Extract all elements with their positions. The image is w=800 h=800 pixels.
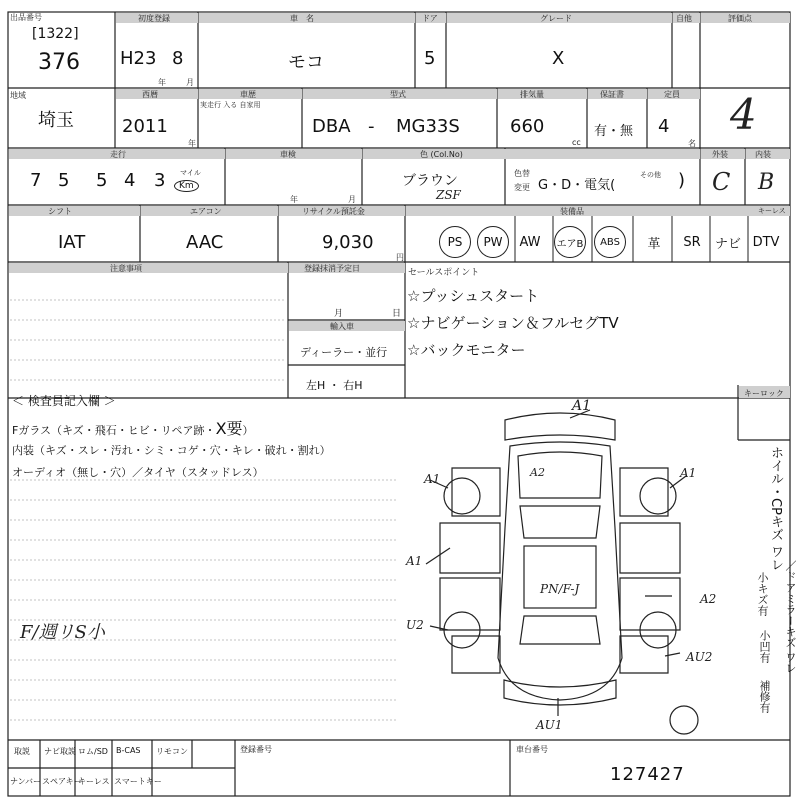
region-label: 地域 bbox=[10, 91, 26, 100]
change-label: 変更 bbox=[514, 183, 530, 192]
recycle-label: リサイクル預託金 bbox=[302, 207, 365, 216]
color-change-label: 色替 bbox=[514, 169, 530, 178]
registration-year: H23 bbox=[120, 48, 157, 69]
registration-number-label: 登録番号 bbox=[240, 745, 272, 754]
rear-bumper-shape bbox=[504, 680, 616, 705]
diagram-mark-right-rear: AU2 bbox=[686, 650, 713, 664]
displacement-unit: cc bbox=[572, 138, 581, 147]
diagram-mark-left-rear: U2 bbox=[406, 618, 424, 632]
inspector-line-2: 内装（キズ・スレ・汚れ・シミ・コゲ・穴・キレ・破れ・割れ） bbox=[12, 444, 331, 457]
grade-value: X bbox=[552, 48, 565, 69]
due-day-unit: 日 bbox=[392, 309, 402, 319]
inspector-line-1-mark: X要 bbox=[215, 419, 243, 438]
handle-side: 左H ・ 右H bbox=[306, 379, 363, 392]
left-rear-door-shape bbox=[440, 578, 500, 630]
type-label: 型式 bbox=[390, 90, 406, 99]
inspector-line-1 bbox=[12, 416, 254, 439]
evaluation-score: 4 bbox=[730, 90, 757, 139]
diagram-mark-rear: AU1 bbox=[536, 718, 563, 732]
roof-shape bbox=[524, 546, 596, 608]
shift-value: IAT bbox=[58, 232, 86, 253]
inspector-line-1-text: Fガラス（キズ・飛石・ヒビ・リペア跡・ bbox=[12, 424, 216, 437]
side-note-wheel: ホイル・CPキズ ワレ bbox=[768, 446, 783, 572]
rear-glass-shape bbox=[520, 616, 600, 644]
mileage-unit-mile: マイル bbox=[180, 169, 201, 177]
equipment-item-8 bbox=[748, 224, 784, 260]
bottom-item-manual: 取説 bbox=[14, 747, 30, 756]
recycle-unit: 円 bbox=[396, 253, 404, 262]
equipment-item-1 bbox=[475, 224, 511, 260]
exterior-grade: C bbox=[712, 168, 731, 196]
displacement-label: 排気量 bbox=[520, 90, 544, 99]
dealer-parallel: ディーラー・並行 bbox=[300, 346, 388, 359]
chassis-number-label: 車台番号 bbox=[516, 745, 548, 754]
capacity-value: 4 bbox=[658, 116, 670, 137]
lot-label: 出品番号 bbox=[10, 13, 42, 22]
history-label: 車歴 bbox=[240, 90, 256, 99]
inspection-label: 車検 bbox=[280, 150, 296, 159]
equipment-label: PS bbox=[439, 226, 471, 258]
equipment-label: AW bbox=[519, 234, 541, 250]
diagram-mark-hood: A2 bbox=[530, 466, 545, 479]
exterior-label: 外装 bbox=[712, 150, 728, 159]
equipment-item-3 bbox=[552, 224, 588, 260]
registration-month: 8 bbox=[172, 48, 184, 69]
bottom-item-keyless: キーレス bbox=[78, 777, 110, 786]
mileage-unit-km: Km bbox=[174, 180, 199, 192]
equipment-label: 革 bbox=[647, 236, 661, 252]
side-note-small-dent: 小凹有 bbox=[758, 630, 771, 663]
side-note-mirror: ／ドアミラーキズ ワレ bbox=[784, 560, 797, 674]
color-code: ZSF bbox=[436, 188, 461, 202]
diagram-mark-front: A1 bbox=[572, 398, 592, 414]
left-front-wheel-shape bbox=[444, 478, 480, 514]
paint-close: ) bbox=[678, 170, 686, 191]
bottom-item-bcas: B-CAS bbox=[116, 746, 141, 755]
model-year-unit: 年 bbox=[188, 139, 196, 148]
right-front-fender-shape bbox=[620, 468, 668, 516]
mileage-digit-5: 3 bbox=[154, 170, 166, 191]
region-value: 埼玉 bbox=[38, 110, 74, 131]
equipment-label: 装備品 bbox=[560, 207, 584, 216]
equipment-label: ABS bbox=[594, 226, 626, 258]
equipment-label: PW bbox=[477, 226, 509, 258]
car-condition-diagram bbox=[400, 398, 738, 740]
interior-label: 内装 bbox=[755, 150, 771, 159]
diagram-mark-right-door: A2 bbox=[700, 592, 717, 606]
year-label: 西暦 bbox=[142, 90, 158, 99]
warranty-label: 保証書 bbox=[600, 90, 624, 99]
right-front-wheel-shape bbox=[640, 478, 676, 514]
front-bumper-shape bbox=[505, 413, 615, 440]
inspector-line-3: オーディオ（無し・穴）／タイヤ（スタッドレス） bbox=[12, 466, 264, 479]
sales-point-2: ☆ナビゲーション＆フルセグTV bbox=[407, 314, 619, 332]
diagram-mark-left-door: A1 bbox=[406, 554, 423, 568]
warranty-value: 有・無 bbox=[594, 124, 634, 139]
mileage-digit-3: 5 bbox=[96, 170, 108, 191]
mileage-label: 走行 bbox=[110, 150, 126, 159]
capacity-label: 定員 bbox=[664, 90, 680, 99]
diagram-mark-roof: PN/F-J bbox=[540, 582, 580, 596]
bottom-item-number-plate: ナンバー bbox=[10, 777, 42, 786]
month-unit: 月 bbox=[186, 78, 194, 87]
interior-grade: B bbox=[758, 170, 775, 195]
right-rear-door-shape bbox=[620, 578, 680, 630]
inspector-handwritten-note: F/週リS小 bbox=[20, 622, 105, 643]
paint-other: その他 bbox=[640, 171, 661, 179]
key-lock-label: キーロック bbox=[744, 389, 784, 398]
doors-value: 5 bbox=[424, 48, 436, 69]
doors-label: ドア bbox=[422, 14, 438, 23]
diagram-mark-left-front: A1 bbox=[424, 472, 441, 486]
sales-point-3: ☆バックモニター bbox=[407, 341, 526, 359]
chassis-number: 127427 bbox=[610, 764, 685, 785]
equipment-item-0 bbox=[437, 224, 473, 260]
equipment-label: ナビ bbox=[714, 236, 741, 252]
side-note-repair: 補修有 bbox=[758, 680, 771, 713]
type-prefix: DBA bbox=[312, 116, 351, 137]
equipment-label: SR bbox=[683, 234, 701, 250]
year-unit: 年 bbox=[158, 78, 166, 87]
inspector-title: ＜ 検査員記入欄 ＞ bbox=[12, 394, 116, 408]
sales-point-1: ☆プッシュスタート bbox=[407, 287, 540, 305]
type-code: MG33S bbox=[396, 116, 460, 137]
spare-wheel-shape bbox=[670, 706, 698, 734]
ac-value: AAC bbox=[186, 232, 224, 253]
caution-label: 注意事項 bbox=[110, 264, 142, 273]
mileage-digit-1: 7 bbox=[30, 170, 42, 191]
right-front-door-shape bbox=[620, 523, 680, 573]
shift-label: シフト bbox=[48, 207, 72, 216]
bottom-item-nav-manual: ナビ取説 bbox=[44, 747, 76, 756]
bottom-item-remote: リモコン bbox=[156, 747, 188, 756]
equipment-item-2 bbox=[512, 224, 548, 260]
ac-label: エアコン bbox=[190, 207, 222, 216]
score-label: 評価点 bbox=[728, 14, 752, 23]
body-outline-shape bbox=[498, 442, 622, 700]
displacement-value: 660 bbox=[510, 116, 545, 137]
mileage-digit-2: 5 bbox=[58, 170, 70, 191]
recycle-value: 9,030 bbox=[322, 232, 374, 253]
type-dash: - bbox=[368, 116, 375, 137]
due-month-unit: 月 bbox=[334, 309, 344, 319]
inspection-year-unit: 年 bbox=[290, 195, 298, 204]
lot-code: [1322] bbox=[32, 26, 79, 42]
equipment-item-5 bbox=[636, 224, 672, 260]
keyless-label: キーレス bbox=[758, 207, 786, 215]
diagram-mark-right-front: A1 bbox=[680, 466, 697, 480]
bottom-item-smart-key: スマートキー bbox=[114, 777, 162, 786]
grade-label: グレード bbox=[540, 14, 572, 23]
windshield-shape bbox=[520, 506, 600, 538]
equipment-item-6 bbox=[674, 224, 710, 260]
history-note: 実走行 入る 自家用 bbox=[200, 101, 261, 109]
equipment-label: エアB bbox=[554, 226, 586, 258]
equipment-item-7 bbox=[710, 224, 746, 260]
equipment-label: DTV bbox=[752, 234, 780, 250]
color-value: ブラウン bbox=[402, 173, 458, 189]
car-name: モコ bbox=[288, 52, 324, 73]
lot-number: 376 bbox=[38, 50, 80, 75]
inspector-line-1-close: ） bbox=[242, 424, 254, 437]
bottom-item-spare-key: スペアキー bbox=[42, 777, 82, 786]
inspection-month-unit: 月 bbox=[348, 195, 356, 204]
registration-label: 初度登録 bbox=[138, 14, 170, 23]
sales-point-label: セールスポイント bbox=[408, 268, 480, 278]
left-front-fender-shape bbox=[452, 468, 500, 516]
paint-options: G・D・電気( bbox=[538, 178, 616, 193]
model-year: 2011 bbox=[122, 116, 168, 137]
car-name-label: 車 名 bbox=[290, 14, 314, 23]
registration-due-label: 登録抹消予定日 bbox=[304, 264, 360, 273]
equipment-item-4 bbox=[592, 224, 628, 260]
side-note-small-scratch: 小キズ有 bbox=[756, 572, 769, 616]
capacity-unit: 名 bbox=[688, 139, 696, 148]
auto-label: 自他 bbox=[676, 14, 692, 23]
import-label: 輸入車 bbox=[330, 322, 354, 331]
bottom-item-rom: ロム/SD bbox=[78, 747, 108, 756]
mileage-digit-4: 4 bbox=[124, 170, 136, 191]
color-label: 色 (Col.No) bbox=[420, 150, 463, 159]
